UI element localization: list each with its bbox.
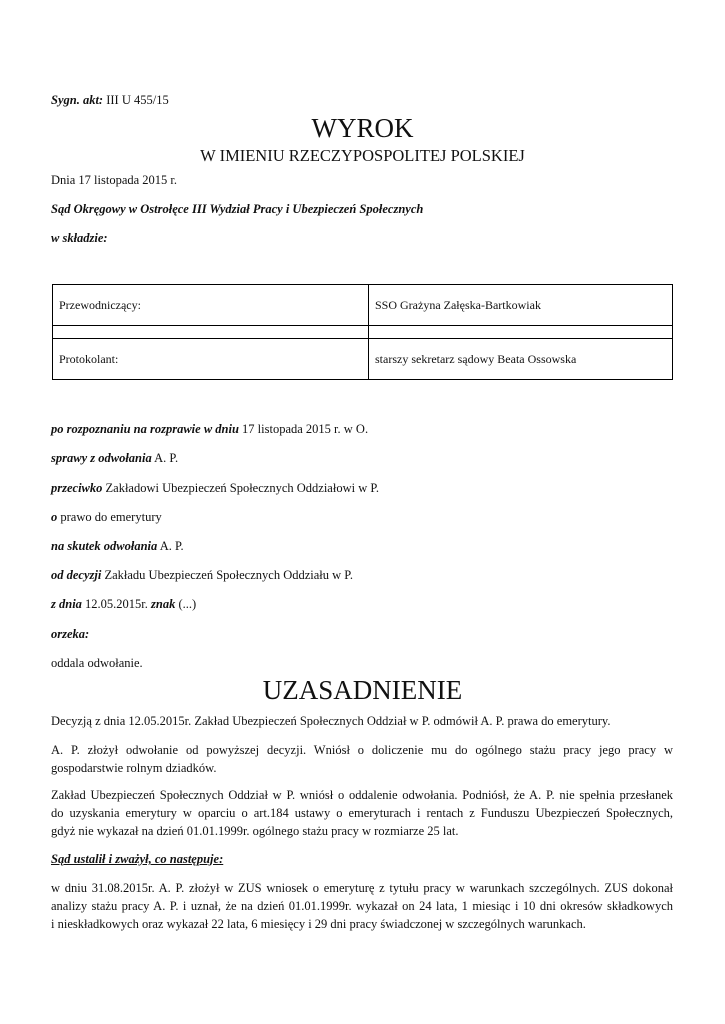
table-row (53, 326, 673, 339)
sentence-text: 17 listopada 2015 r. w O. (238, 422, 369, 436)
findings-heading: Sąd ustalił i zważył, co następuje: (51, 852, 224, 866)
paragraph-line: gospodarstwie rolnym dziadków. (51, 761, 217, 775)
sentence-label: od decyzji (51, 568, 102, 582)
table-row (53, 285, 673, 326)
case-signature-label: Sygn. akt: (51, 93, 104, 107)
composition-label: w składzie: (51, 231, 108, 245)
paragraph-line: i nieskładkowych oraz wykazał 22 lata, 6 miesięcy i 29 dni pracy świadczonej w szczególnych warunkach. (51, 917, 586, 931)
role-cell: Przewodniczący: (53, 285, 369, 326)
paragraph-line: do uzyskania emerytury w oparciu o art.184 ustawy o emeryturach i rentach z Funduszu Ubezpieczeń Społecznych, (51, 806, 673, 820)
role-cell (53, 326, 369, 339)
justification-paragraph-1: Decyzją z dnia 12.05.2015r. Zakład Ubezpieczeń Społecznych Oddział w P. odmówił A. P. prawa do emerytury. (51, 714, 611, 728)
sentence-line (51, 450, 178, 466)
ruling-label: orzeka: (51, 627, 90, 641)
sentence-text: A. P. (151, 451, 179, 465)
document-title: WYROK (311, 113, 414, 143)
judgment-date: Dnia 17 listopada 2015 r. (51, 173, 178, 187)
justification-paragraph-2 (51, 741, 673, 777)
name-cell (369, 326, 673, 339)
sentence-line (51, 567, 353, 583)
case-signature (51, 92, 169, 108)
sentence-label: na skutek odwołania (51, 539, 158, 553)
sentence-line (51, 421, 368, 437)
sentence-label: przeciwko (51, 481, 103, 495)
sentence-text: Zakładowi Ubezpieczeń Społecznych Oddziałowi w P. (102, 481, 380, 495)
paragraph-line: A. P. złożył odwołanie od powyższej decyzji. Wniósł o doliczenie mu do ogólnego stażu pracy jego pracy w (51, 743, 673, 757)
sentence-label: z dnia (51, 597, 82, 611)
paragraph-line: analizy stażu pracy A. P. i uznał, że na dzień 01.01.1999r. wykazał on 24 lata, 1 miesiąc i 10 dni okresów składkowych (51, 899, 673, 913)
sentence-line (51, 538, 184, 554)
paragraph-line: gdyż nie wykazał na dzień 01.01.1999r. ogólnego stażu pracy w rozmiarze 25 lat. (51, 824, 459, 838)
table-row (53, 339, 673, 380)
sentence-label: znak (151, 597, 176, 611)
sentence-label: po rozpoznaniu na rozprawie w dniu (51, 422, 239, 436)
justification-title: UZASADNIENIE (262, 675, 463, 705)
sentence-text: A. P. (157, 539, 184, 553)
justification-paragraph-4 (51, 879, 673, 933)
case-signature-value: III U 455/15 (106, 93, 169, 107)
paragraph-line: Zakład Ubezpieczeń Społecznych Oddział w P. wniósł o oddalenie odwołania. Podniósł, że A. P. nie spełnia przesłanek (51, 788, 673, 802)
ruling-text: oddala odwołanie. (51, 656, 143, 670)
role-cell: Protokolant: (53, 339, 369, 380)
name-cell: SSO Grażyna Załęska-Bartkowiak (369, 285, 673, 326)
justification-paragraph-3 (51, 786, 673, 840)
name-cell: starszy sekretarz sądowy Beata Ossowska (369, 339, 673, 380)
sentence-label: o (51, 510, 58, 524)
sentence-line (51, 596, 196, 612)
composition-table (52, 284, 673, 380)
sentence-text: Zakładu Ubezpieczeń Społecznych Oddziału w P. (101, 568, 353, 582)
sentence-text: prawo do emerytury (57, 510, 162, 524)
court-name: Sąd Okręgowy w Ostrołęce III Wydział Pracy i Ubezpieczeń Społecznych (51, 202, 424, 216)
sentence-text: 12.05.2015r. (81, 597, 152, 611)
sentence-text: (...) (175, 597, 197, 611)
document-subtitle: W IMIENIU RZECZYPOSPOLITEJ POLSKIEJ (200, 146, 525, 165)
sentence-label: sprawy z odwołania (51, 451, 152, 465)
sentence-line (51, 480, 379, 496)
paragraph-line: w dniu 31.08.2015r. A. P. złożył w ZUS wniosek o emeryturę z tytułu pracy w warunkach szczególnych. ZUS dokonał (51, 881, 673, 895)
sentence-line (51, 509, 162, 525)
